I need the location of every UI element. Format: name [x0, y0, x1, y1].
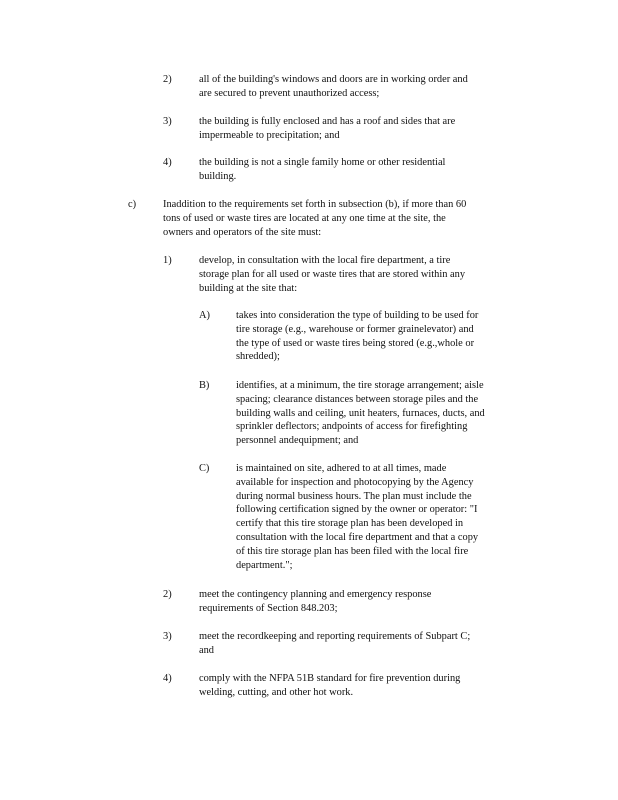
list-marker: A) [199, 310, 210, 321]
list-marker: 2) [163, 74, 172, 85]
list-text: all of the building's windows and doors are in working order and are secured to prevent unauthorized access; [199, 74, 468, 99]
list-marker: 4) [163, 157, 172, 168]
list-marker: 2) [163, 589, 172, 600]
list-text: the building is not a single family home or other residential building. [199, 157, 446, 182]
list-text: Inaddition to the requirements set forth in subsection (b), if more than 60 tons of used or waste tires are located at any one time at the site, the owners and operators of the site must: [163, 199, 467, 238]
list-marker: C) [199, 463, 210, 474]
list-marker: 4) [163, 673, 172, 684]
list-text: meet the contingency planning and emergency response requirements of Section 848.203; [199, 589, 432, 614]
list-text: is maintained on site, adhered to at all times, made available for inspection and photocopying by the Agency during normal business hours. The plan must include the following certification signed by the owner or operator: "I certify that this tire storage plan has been developed in consultation with the local fire department and that a copy of this tire storage plan has been filed with the local fire department."; [236, 463, 479, 571]
list-marker: 3) [163, 631, 172, 642]
list-text: identifies, at a minimum, the tire storage arrangement; aisle spacing; clearance distances between storage piles and the building walls and ceiling, unit heaters, furnaces, ducts, and sprinkler deflectors; andpoints of access for firefighting personnel andequipment; and [236, 380, 485, 447]
list-marker: 1) [163, 255, 172, 266]
list-marker: c) [128, 199, 137, 210]
list-text: the building is fully enclosed and has a roof and sides that are impermeable to precipitation; and [199, 116, 456, 141]
list-marker: B) [199, 380, 210, 391]
list-text: comply with the NFPA 51B standard for fire prevention during welding, cutting, and other hot work. [199, 673, 461, 698]
list-text: meet the recordkeeping and reporting requirements of Subpart C; and [199, 631, 471, 656]
list-marker: 3) [163, 116, 172, 127]
list-text: develop, in consultation with the local fire department, a tire storage plan for all used or waste tires that are stored within any building at the site that: [199, 255, 466, 294]
list-text: takes into consideration the type of building to be used for tire storage (e.g., warehouse or former grainelevator) and the type of used or waste tires being stored (e.g.,whole or shredded); [236, 310, 479, 363]
